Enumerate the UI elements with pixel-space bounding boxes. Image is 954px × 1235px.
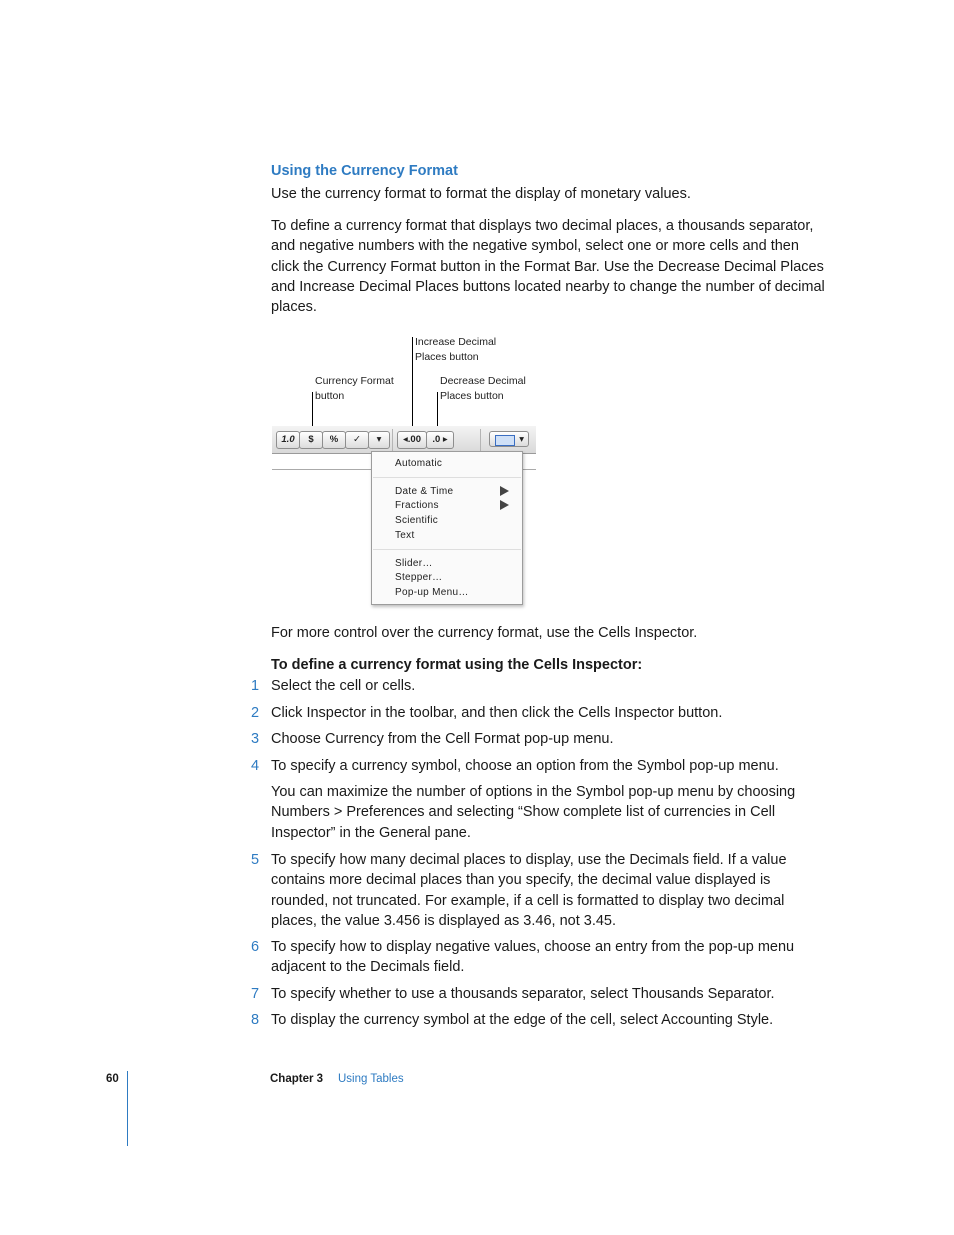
format-style-dropdown[interactable] <box>489 431 529 447</box>
menu-item-popup-menu[interactable]: Pop-up Menu… <box>395 587 469 598</box>
menu-item-stepper[interactable]: Stepper… <box>395 572 443 583</box>
after-figure-paragraph: For more control over the currency format, use the Cells Inspector. <box>271 625 698 641</box>
format-bar <box>272 426 536 454</box>
chapter-title-link[interactable]: Using Tables <box>338 1073 404 1085</box>
step-text: Choose Currency from the Cell Format pop-up menu. <box>271 731 614 747</box>
more-formats-dropdown[interactable]: ▾ <box>368 431 390 449</box>
chevron-down-icon: ▾ <box>519 434 524 445</box>
section-heading: Using the Currency Format <box>271 163 458 179</box>
callout-decrease-decimal: Decrease Decimal Places button <box>440 375 526 402</box>
step-number: 6 <box>251 939 260 955</box>
menu-separator <box>373 477 521 478</box>
menu-item-date-time[interactable]: Date & Time <box>395 486 454 497</box>
step-text: Click Inspector in the toolbar, and then click the Cells Inspector button. <box>271 705 723 721</box>
table-style-icon <box>495 435 515 446</box>
step-text: To specify a currency symbol, choose an option from the Symbol pop-up menu. <box>271 758 779 774</box>
step-text: To specify how to display negative values, choose an entry from the pop-up menu adjacent to the Decimals field. <box>271 939 795 976</box>
step-note: You can maximize the number of options in the Symbol pop-up menu by choosing Numbers > Preferences and selecting “Show complete list of currencies in Cell Inspector” in the General pane. <box>271 784 796 841</box>
procedure-title: To define a currency format using the Cells Inspector: <box>271 657 643 673</box>
menu-item-fractions[interactable]: Fractions <box>395 500 439 511</box>
body-paragraph: To define a currency format that displays two decimal places, a thousands separator, and negative numbers with the negative symbol, select one or more cells and then click the Currency Format button in the Format Bar. Use the Decrease Decimal Places and Increase Decimal Places buttons located nearby to change the number of decimal places. <box>271 218 825 316</box>
page-number: 60 <box>106 1073 119 1085</box>
submenu-arrow-icon <box>500 486 509 496</box>
step-text: Select the cell or cells. <box>271 678 416 694</box>
toolbar-divider <box>392 429 393 451</box>
step-number: 8 <box>251 1012 260 1028</box>
chapter-label: Chapter 3 <box>270 1073 324 1085</box>
step-number: 5 <box>251 852 260 868</box>
checkbox-format-button[interactable]: ✓ <box>345 431 369 449</box>
step-number: 1 <box>251 678 260 694</box>
step-number: 7 <box>251 986 260 1002</box>
menu-item-text[interactable]: Text <box>395 530 415 541</box>
step-number: 2 <box>251 705 260 721</box>
menu-separator <box>373 549 521 550</box>
increase-decimal-button[interactable]: ◂.00 <box>397 431 427 449</box>
step-number: 4 <box>251 758 260 774</box>
step-text: To specify how many decimal places to display, use the Decimals field. If a value contains more decimal places than you specify, the decimal value displayed is rounded, not truncated. For example, if a cell is formatted to display two decimal places, the value 3.456 is displayed as 3.46, not 3.45. <box>271 852 787 929</box>
leader-line-increase <box>412 337 413 434</box>
callout-increase-decimal: Increase Decimal Places button <box>415 336 497 363</box>
number-format-popup-menu <box>371 451 523 605</box>
callout-currency-format: Currency Format button <box>315 375 394 402</box>
percent-format-button[interactable]: % <box>322 431 346 449</box>
currency-format-button[interactable]: $ <box>299 431 323 449</box>
step-text: To specify whether to use a thousands separator, select Thousands Separator. <box>271 986 775 1002</box>
menu-item-automatic[interactable]: Automatic <box>395 458 443 469</box>
submenu-arrow-icon <box>500 500 509 510</box>
menu-item-slider[interactable]: Slider… <box>395 558 433 569</box>
toolbar-divider <box>480 429 481 451</box>
number-format-button[interactable]: 1.0 <box>276 431 300 449</box>
step-text: To display the currency symbol at the edge of the cell, select Accounting Style. <box>271 1012 774 1028</box>
step-number: 3 <box>251 731 260 747</box>
decrease-decimal-button[interactable]: .0 ▸ <box>426 431 454 449</box>
footer-rule <box>127 1071 128 1146</box>
intro-paragraph: Use the currency format to format the display of monetary values. <box>271 186 691 202</box>
menu-item-scientific[interactable]: Scientific <box>395 515 439 526</box>
